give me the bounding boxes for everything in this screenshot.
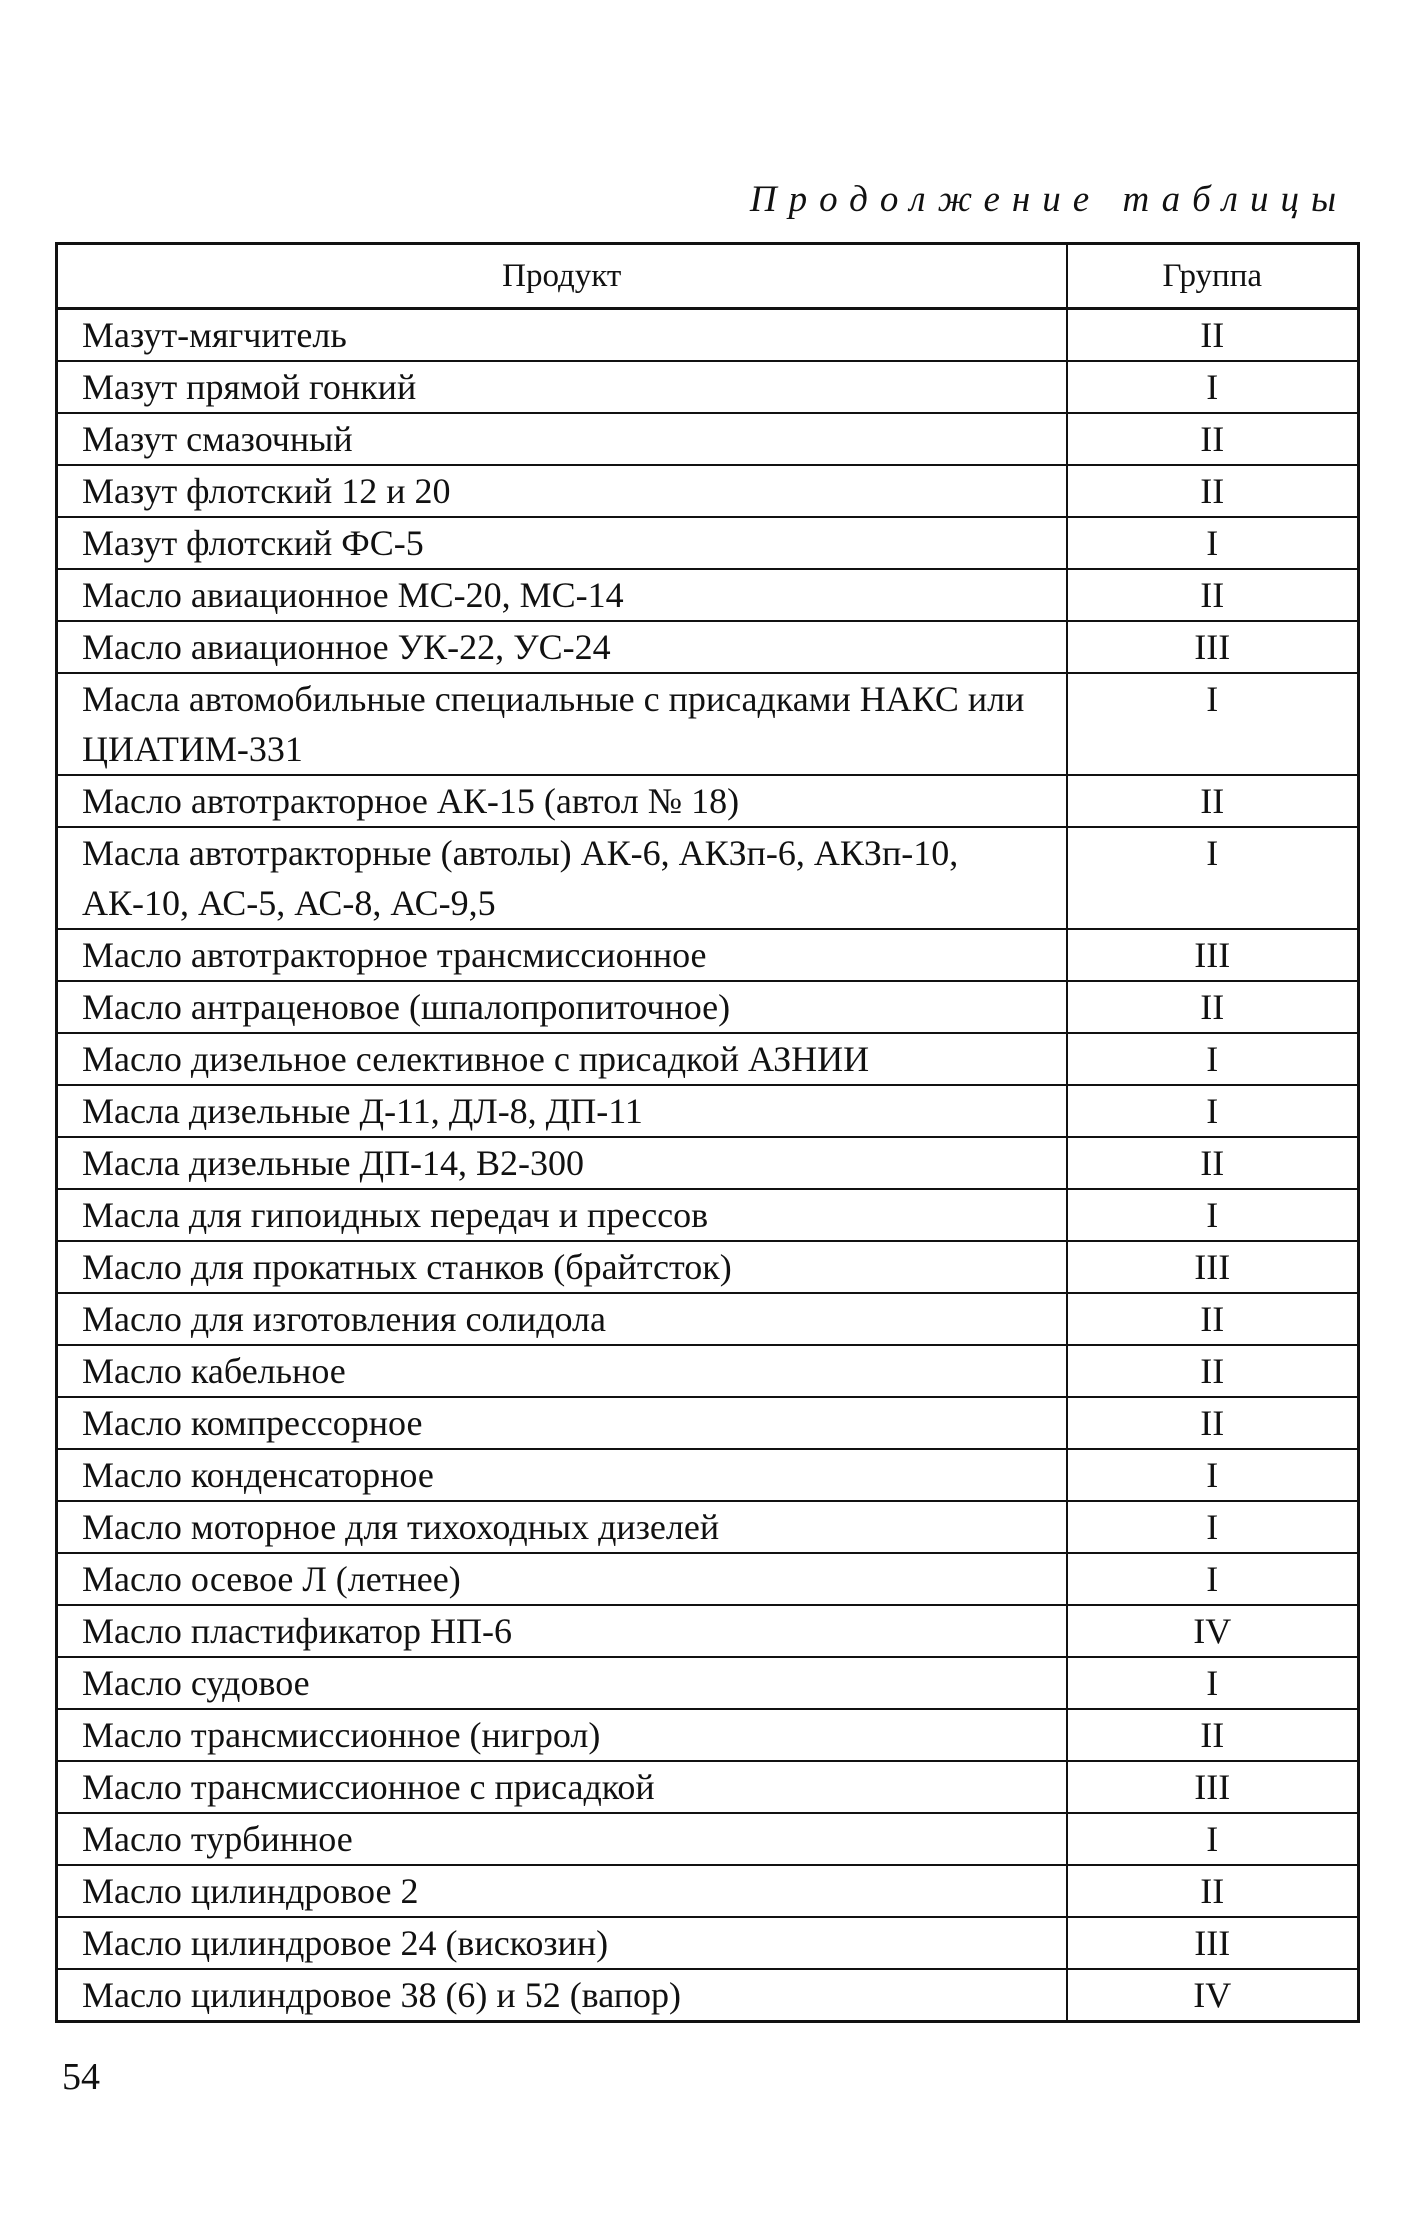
table-row — [57, 1969, 1359, 2022]
table-row — [57, 929, 1359, 981]
table-row — [57, 413, 1359, 465]
product-cell: Масло трансмиссионное (нигрол) — [57, 1709, 1067, 1761]
table-row — [57, 1813, 1359, 1865]
product-cell: Масло цилиндровое 24 (вискозин) — [57, 1917, 1067, 1969]
group-cell: IV — [1067, 1969, 1359, 2022]
table-body — [57, 309, 1359, 2022]
product-cell: Масло для прокатных станков (брайтсток) — [57, 1241, 1067, 1293]
product-cell: Масло турбинное — [57, 1813, 1067, 1865]
product-cell: Масло моторное для тихоходных дизелей — [57, 1501, 1067, 1553]
group-cell: II — [1067, 413, 1359, 465]
group-cell: II — [1067, 775, 1359, 827]
table-row — [57, 1553, 1359, 1605]
group-cell: I — [1067, 673, 1359, 775]
product-cell: Масла для гипоидных передач и прессов — [57, 1189, 1067, 1241]
table-row — [57, 1345, 1359, 1397]
product-cell: Масло осевое Л (летнее) — [57, 1553, 1067, 1605]
table-row — [57, 1865, 1359, 1917]
table-continuation-caption: Продолжение таблицы — [749, 179, 1348, 220]
group-cell: IV — [1067, 1605, 1359, 1657]
group-cell: III — [1067, 1761, 1359, 1813]
group-cell: II — [1067, 1293, 1359, 1345]
product-cell: Масло автотракторное АК-15 (автол № 18) — [57, 775, 1067, 827]
group-cell: II — [1067, 465, 1359, 517]
group-cell: I — [1067, 1033, 1359, 1085]
table-row — [57, 1501, 1359, 1553]
header-group: Группа — [1067, 244, 1359, 309]
group-cell: I — [1067, 1553, 1359, 1605]
table-row — [57, 569, 1359, 621]
table-row — [57, 1397, 1359, 1449]
product-cell: Масло дизельное селективное с присадкой АЗНИИ — [57, 1033, 1067, 1085]
group-cell: II — [1067, 569, 1359, 621]
table-row — [57, 1189, 1359, 1241]
table-row — [57, 465, 1359, 517]
table-header-row — [57, 244, 1359, 309]
product-cell: Мазут-мягчитель — [57, 309, 1067, 362]
product-cell: Масло кабельное — [57, 1345, 1067, 1397]
product-cell: Масло антраценовое (шпалопропиточное) — [57, 981, 1067, 1033]
group-cell: I — [1067, 1813, 1359, 1865]
group-cell: II — [1067, 1345, 1359, 1397]
product-cell: Масло трансмиссионное с присадкой — [57, 1761, 1067, 1813]
group-cell: I — [1067, 1189, 1359, 1241]
group-cell: I — [1067, 1657, 1359, 1709]
group-cell: I — [1067, 1085, 1359, 1137]
table-row — [57, 1449, 1359, 1501]
group-cell: III — [1067, 1917, 1359, 1969]
table-row — [57, 1137, 1359, 1189]
product-cell: Масло автотракторное трансмиссионное — [57, 929, 1067, 981]
table-row — [57, 1605, 1359, 1657]
table-row — [57, 1241, 1359, 1293]
table-row — [57, 361, 1359, 413]
product-cell: Масло для изготовления солидола — [57, 1293, 1067, 1345]
product-cell: Масла дизельные ДП-14, В2-300 — [57, 1137, 1067, 1189]
table-row — [57, 1293, 1359, 1345]
table-row — [57, 1033, 1359, 1085]
table-row — [57, 621, 1359, 673]
product-cell: Масло цилиндровое 38 (6) и 52 (вапор) — [57, 1969, 1067, 2022]
table-row — [57, 309, 1359, 362]
group-cell: I — [1067, 361, 1359, 413]
product-cell: Масло авиационное УК-22, УС-24 — [57, 621, 1067, 673]
product-cell: Масла автомобильные специальные с присадками НАКС или ЦИАТИМ-331 — [57, 673, 1067, 775]
table-row — [57, 1917, 1359, 1969]
group-cell: II — [1067, 1865, 1359, 1917]
product-cell: Мазут флотский ФС-5 — [57, 517, 1067, 569]
group-cell: III — [1067, 929, 1359, 981]
product-cell: Масло судовое — [57, 1657, 1067, 1709]
page-number: 54 — [62, 2056, 100, 2098]
group-cell: I — [1067, 1501, 1359, 1553]
group-cell: I — [1067, 827, 1359, 929]
group-cell: III — [1067, 1241, 1359, 1293]
product-cell: Масло пластификатор НП-6 — [57, 1605, 1067, 1657]
product-cell: Масла автотракторные (автолы) АК-6, АКЗп-6, АКЗп-10, АК-10, АС-5, АС-8, АС-9,5 — [57, 827, 1067, 929]
product-cell: Мазут флотский 12 и 20 — [57, 465, 1067, 517]
product-cell: Мазут прямой гонкий — [57, 361, 1067, 413]
group-cell: III — [1067, 621, 1359, 673]
group-cell: II — [1067, 309, 1359, 362]
table-row — [57, 517, 1359, 569]
product-cell: Масло компрессорное — [57, 1397, 1067, 1449]
header-product: Продукт — [57, 244, 1067, 309]
group-cell: II — [1067, 1397, 1359, 1449]
table-row — [57, 775, 1359, 827]
group-cell: II — [1067, 1709, 1359, 1761]
product-cell: Масла дизельные Д-11, ДЛ-8, ДП-11 — [57, 1085, 1067, 1137]
table-row — [57, 1085, 1359, 1137]
group-cell: II — [1067, 981, 1359, 1033]
table-row — [57, 1761, 1359, 1813]
table-row — [57, 1657, 1359, 1709]
table-row — [57, 981, 1359, 1033]
product-cell: Мазут смазочный — [57, 413, 1067, 465]
table-row — [57, 673, 1359, 775]
table-row — [57, 827, 1359, 929]
group-cell: I — [1067, 517, 1359, 569]
group-cell: I — [1067, 1449, 1359, 1501]
table-row — [57, 1709, 1359, 1761]
product-cell: Масло конденсаторное — [57, 1449, 1067, 1501]
group-cell: II — [1067, 1137, 1359, 1189]
products-table — [55, 242, 1360, 2023]
product-cell: Масло цилиндровое 2 — [57, 1865, 1067, 1917]
product-cell: Масло авиационное МС-20, МС-14 — [57, 569, 1067, 621]
